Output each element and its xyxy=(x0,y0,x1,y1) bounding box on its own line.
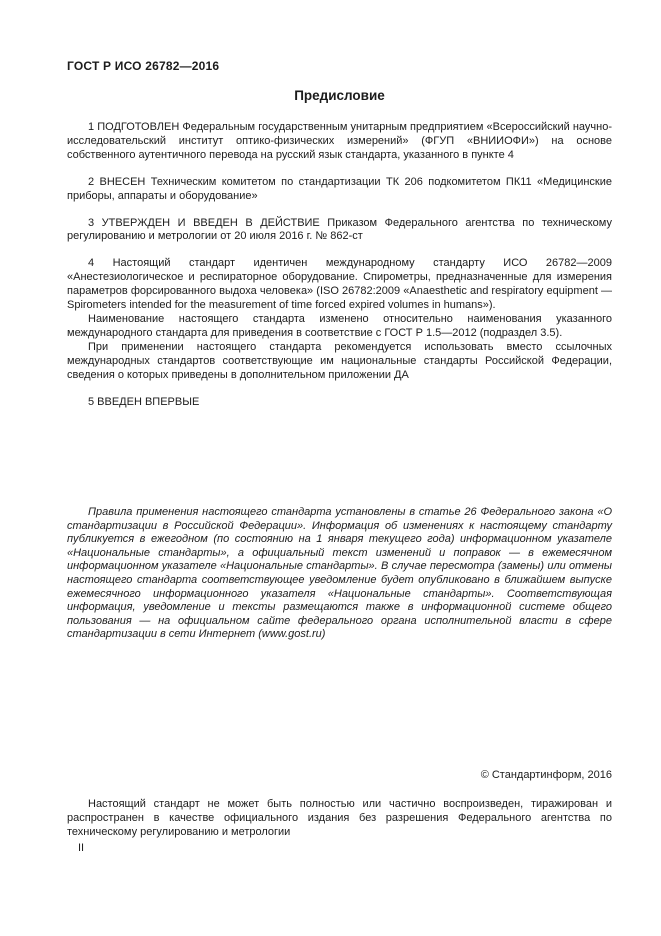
clause-4-note-rename: Наименование настоящего стандарта изменено относительно наименования указанного международного стандарта для приведения в соответствие с ГОСТ Р 1.5—2012 (подраздел 3.5). xyxy=(67,312,612,339)
reproduction-restriction-block xyxy=(67,797,612,839)
reproduction-restriction-text: Настоящий стандарт не может быть полностью или частично воспроизведен, тиражирован и распространен в качестве официального издания без разрешения Федерального агентства по техническому регулированию и метрологии xyxy=(67,798,612,838)
clause-4-text: 4 Настоящий стандарт идентичен международному стандарту ИСО 26782—2009 «Анестезиологическое и респираторное оборудование. Спирометры, предназначенные для измерения параметров форсированного выдоха человека» (ISO 26782:2009 «Anaesthetic and respiratory equipment — Spirometers intended for the measurement of time forced expired volumes in humans»). xyxy=(67,257,612,312)
clause-5-text: 5 ВВЕДЕН ВПЕРВЫЕ xyxy=(88,395,200,408)
legal-notice-text: Правила применения настоящего стандарта установлены в статье 26 Федерального закона «О стандартизации в Российской Федерации». Информация об изменениях к настоящему стандарту публикуется в ежегодном (по состоянию на 1 января текущего года) информационном указателе «Национальные стандарты», а официальный текст изменений и поправок — в ежемесячном информационном указателе «Национальные стандарты». В случае пересмотра (замены) или отмены настоящего стандарта соответствующее уведомление будет опубликовано в ближайшем выпуске ежемесячного информационного указателя «Национальные стандарты». Соответствующая информация, уведомление и тексты размещаются также в информационной системе общего пользования — на официальном сайте федерального органа исполнительной власти в сфере стандартизации в сети Интернет (www.gost.ru) xyxy=(67,506,612,641)
clause-3 xyxy=(67,217,612,245)
clause-1-text: 1 ПОДГОТОВЛЕН Федеральным государственным унитарным предприятием «Всероссийский научно-исследовательский институт оптико-физических измерений» (ФГУП «ВНИИОФИ») на основе собственного аутентичного перевода на русский язык стандарта, указанного в пункте 4 xyxy=(67,121,612,161)
page-title: Предисловие xyxy=(294,88,385,103)
clause-2-text: 2 ВНЕСЕН Техническим комитетом по стандартизации ТК 206 подкомитетом ПК11 «Медицинские приборы, аппараты и оборудование» xyxy=(67,175,612,202)
clause-4-note-references: При применении настоящего стандарта рекомендуется использовать вместо ссылочных международных стандартов соответствующие им национальные стандарты Российской Федерации, сведения о которых приведены в дополнительном приложении ДА xyxy=(67,340,612,381)
clause-3-text: 3 УТВЕРЖДЕН И ВВЕДЕН В ДЕЙСТВИЕ Приказом Федерального агентства по техническому регулированию и метрологии от 20 июля 2016 г. № 862-ст xyxy=(67,216,612,243)
clause-5 xyxy=(67,396,612,410)
page-number: II xyxy=(78,842,85,854)
clause-1 xyxy=(67,121,612,163)
clause-4 xyxy=(67,257,612,382)
standard-code: ГОСТ Р ИСО 26782—2016 xyxy=(67,59,220,73)
legal-notice-block xyxy=(67,506,612,642)
clause-2 xyxy=(67,176,612,204)
foreword-clauses xyxy=(67,121,612,409)
copyright-line: © Стандартинформ, 2016 xyxy=(480,769,612,781)
